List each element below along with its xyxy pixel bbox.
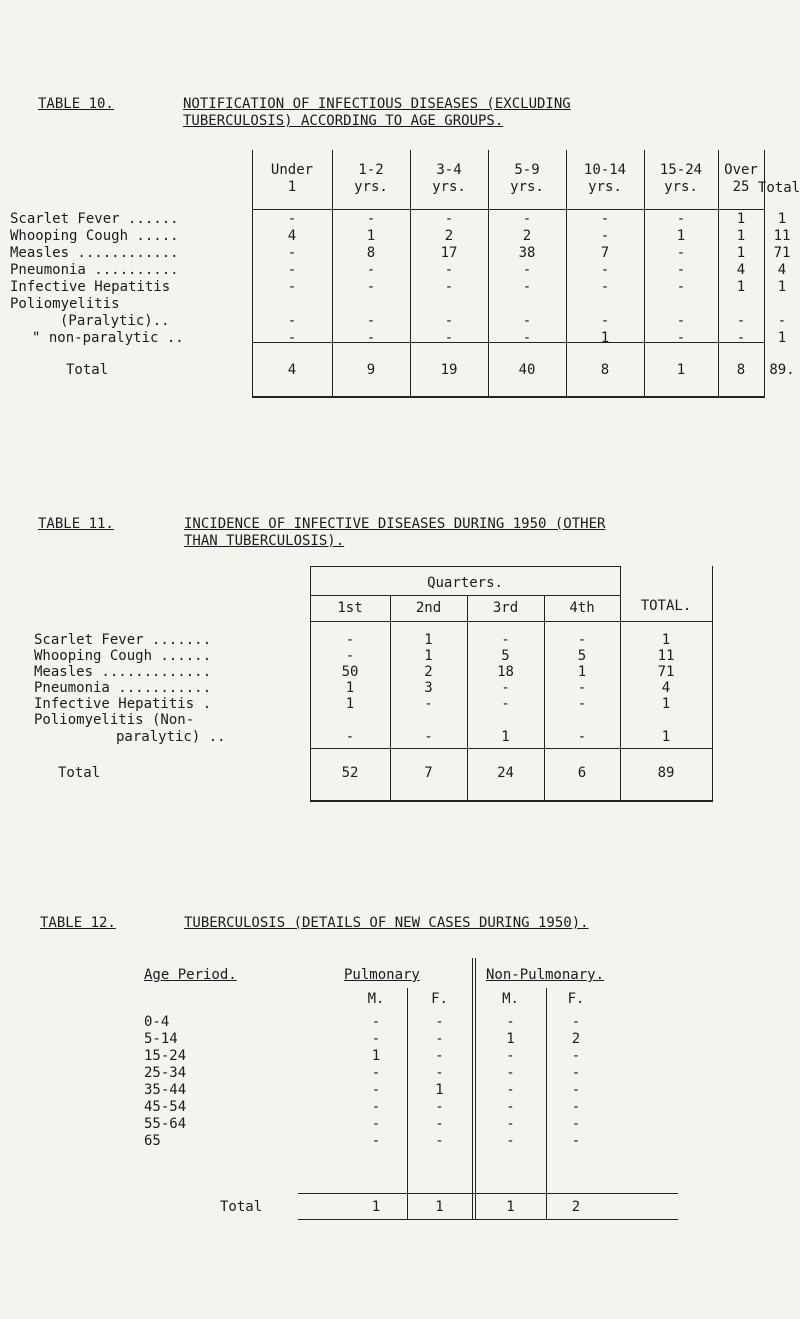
age-label: 25-34 xyxy=(144,1065,187,1081)
table-cell: - xyxy=(444,262,454,278)
row-label-scarlet-fever: Scarlet Fever ...... xyxy=(10,211,179,227)
row-label-measles: Measles ............ xyxy=(10,245,179,261)
table-cell: - xyxy=(777,313,787,329)
table-cell: 1 xyxy=(345,680,355,696)
non-pulmonary-male-header: M. xyxy=(502,991,519,1007)
table-cell: - xyxy=(435,1048,444,1064)
row-label-paralytic: (Paralytic).. xyxy=(60,313,170,329)
table-cell: 1 xyxy=(736,228,746,244)
table-cell: 1 xyxy=(600,330,610,346)
age-label: 55-64 xyxy=(144,1116,187,1132)
table-cell: - xyxy=(506,1116,515,1132)
pulmonary-header: Pulmonary xyxy=(344,967,420,983)
table-cell: 1 xyxy=(371,1199,381,1215)
table-cell: - xyxy=(571,1133,581,1149)
row-label-pneumonia: Pneumonia ........... xyxy=(34,680,212,696)
table-cell: 1 xyxy=(676,228,686,244)
table-cell: - xyxy=(676,211,686,227)
table-cell: 1 xyxy=(736,245,746,261)
table-10-title-line1: NOTIFICATION OF INFECTIOUS DISEASES (EXCLUDING xyxy=(183,96,571,112)
table-cell: - xyxy=(600,279,610,295)
table-cell: - xyxy=(571,1099,581,1115)
table-cell: - xyxy=(435,1014,444,1030)
table-10-label: TABLE 10. xyxy=(38,96,114,112)
table-cell: - xyxy=(345,632,355,648)
table-cell: 71 xyxy=(657,664,675,680)
table-cell: - xyxy=(676,330,686,346)
table-cell: - xyxy=(345,729,355,745)
table-cell: - xyxy=(736,313,746,329)
table-cell: - xyxy=(501,680,510,696)
table-12-title: TUBERCULOSIS (DETAILS OF NEW CASES DURING 1950). xyxy=(184,915,589,931)
col-header-4th: 4th xyxy=(569,600,595,616)
table-cell: - xyxy=(366,313,376,329)
table-cell: 2 xyxy=(522,228,532,244)
table-cell: - xyxy=(571,1082,581,1098)
row-label-scarlet-fever: Scarlet Fever ....... xyxy=(34,632,212,648)
table-cell: 4 xyxy=(287,362,297,378)
table-cell: - xyxy=(676,245,686,261)
table-cell: 4 xyxy=(661,680,671,696)
table-cell: - xyxy=(287,211,297,227)
table-cell: - xyxy=(577,632,587,648)
row-label-poliomyelitis: Poliomyelitis xyxy=(10,296,120,312)
table-cell: - xyxy=(501,696,510,712)
table-cell: 1 xyxy=(736,211,746,227)
table-cell: 8 xyxy=(600,362,610,378)
table-cell: - xyxy=(366,279,376,295)
table-cell: - xyxy=(600,313,610,329)
table-cell: - xyxy=(444,211,454,227)
col-header-2nd: 2nd xyxy=(415,600,442,616)
table-cell: 1 xyxy=(661,632,671,648)
table-cell: - xyxy=(444,330,454,346)
table-cell: 4 xyxy=(736,262,746,278)
table-cell: 2 xyxy=(444,228,454,244)
table-cell: - xyxy=(577,680,587,696)
age-period-header: Age Period. xyxy=(144,967,237,983)
table-cell: - xyxy=(287,313,297,329)
row-label-measles: Measles ............. xyxy=(34,664,212,680)
table-11-title-line2: THAN TUBERCULOSIS). xyxy=(184,533,345,549)
table-10-title-line2: TUBERCULOSIS) ACCORDING TO AGE GROUPS. xyxy=(183,113,504,129)
age-label: 35-44 xyxy=(144,1082,187,1098)
table-cell: - xyxy=(287,262,297,278)
table-cell: 6 xyxy=(577,765,587,781)
row-label-infective-hepatitis: Infective Hepatitis xyxy=(10,279,171,295)
col-header-3rd: 3rd xyxy=(492,600,519,616)
table-cell: - xyxy=(600,228,610,244)
table-cell: 17 xyxy=(440,245,458,261)
table-cell: - xyxy=(522,279,532,295)
table-cell: 5 xyxy=(577,648,587,664)
col-header-total: TOTAL. xyxy=(640,598,692,614)
table-cell: - xyxy=(435,1031,444,1047)
table-cell: - xyxy=(444,313,454,329)
table-11-title-line1: INCIDENCE OF INFECTIVE DISEASES DURING 1950 (OTHER xyxy=(184,516,606,532)
age-label: 45-54 xyxy=(144,1099,187,1115)
table-cell: 1 xyxy=(777,330,787,346)
table-cell: 89 xyxy=(657,765,675,781)
table-cell: - xyxy=(506,1133,515,1149)
table-cell: 1 xyxy=(676,362,686,378)
row-label-pneumonia: Pneumonia .......... xyxy=(10,262,179,278)
table-cell: 4 xyxy=(777,262,787,278)
table-cell: 2 xyxy=(424,664,433,680)
table-cell: 52 xyxy=(341,765,359,781)
quarters-group-header: Quarters. xyxy=(427,575,503,591)
table-cell: - xyxy=(435,1133,444,1149)
table-cell: 1 xyxy=(661,696,671,712)
table-cell: 1 xyxy=(777,279,787,295)
table-cell: 24 xyxy=(497,765,514,781)
table-cell: - xyxy=(571,1116,581,1132)
non-pulmonary-header: Non-Pulmonary. xyxy=(486,967,605,983)
table-cell: - xyxy=(522,313,532,329)
table-cell: - xyxy=(287,245,297,261)
table-cell: 1 xyxy=(777,211,787,227)
table-cell: 2 xyxy=(571,1199,581,1215)
table-cell: - xyxy=(506,1065,515,1081)
table-cell: 1 xyxy=(506,1199,515,1215)
table-cell: - xyxy=(600,262,610,278)
table-cell: - xyxy=(371,1031,381,1047)
table-cell: - xyxy=(371,1065,381,1081)
table-cell: - xyxy=(571,1065,581,1081)
row-label-non-paralytic: " non-paralytic .. xyxy=(32,330,184,346)
table-cell: 3 xyxy=(424,680,433,696)
table-cell: - xyxy=(287,330,297,346)
table-cell: - xyxy=(371,1014,381,1030)
table-cell: - xyxy=(571,1014,581,1030)
table-cell: 4 xyxy=(287,228,297,244)
table-cell: - xyxy=(522,211,532,227)
col-header-3-4-yrs: 3-4 yrs. xyxy=(432,162,466,195)
table-cell: - xyxy=(506,1099,515,1115)
table-cell: 1 xyxy=(435,1082,444,1098)
table-cell: - xyxy=(506,1082,515,1098)
table-cell: 1 xyxy=(736,279,746,295)
table-cell: - xyxy=(736,330,746,346)
col-header-over-25: Over 25 xyxy=(724,162,758,195)
table-cell: - xyxy=(371,1099,381,1115)
age-label: 5-14 xyxy=(144,1031,178,1047)
table-12-label: TABLE 12. xyxy=(40,915,116,931)
table-cell: 11 xyxy=(657,648,675,664)
table-cell: - xyxy=(371,1133,381,1149)
col-header-15-24-yrs: 15-24 yrs. xyxy=(659,162,703,195)
col-header-1-2-yrs: 1-2 yrs. xyxy=(354,162,388,195)
table-cell: - xyxy=(424,696,433,712)
age-label: 0-4 xyxy=(144,1014,170,1030)
table-cell: 18 xyxy=(497,664,514,680)
table-cell: 1 xyxy=(345,696,355,712)
table-cell: 9 xyxy=(366,362,376,378)
row-label-total: Total xyxy=(58,765,101,781)
table-cell: 2 xyxy=(571,1031,581,1047)
row-label-paralytic: paralytic) .. xyxy=(116,729,226,745)
table-cell: - xyxy=(501,632,510,648)
table-11-label: TABLE 11. xyxy=(38,516,114,532)
col-header-5-9-yrs: 5-9 yrs. xyxy=(510,162,544,195)
col-header-total: Total xyxy=(757,180,800,196)
table-cell: - xyxy=(506,1014,515,1030)
table-cell: - xyxy=(435,1065,444,1081)
table-cell: 71 xyxy=(773,245,791,261)
table-cell: - xyxy=(444,279,454,295)
table-cell: - xyxy=(371,1116,381,1132)
table-cell: 19 xyxy=(440,362,458,378)
table-cell: - xyxy=(424,729,433,745)
row-label-poliomyelitis: Poliomyelitis (Non- xyxy=(34,712,195,728)
table-cell: 7 xyxy=(600,245,610,261)
table-cell: - xyxy=(366,330,376,346)
table-cell: - xyxy=(371,1082,381,1098)
table-cell: - xyxy=(676,313,686,329)
table-cell: 7 xyxy=(424,765,433,781)
col-header-under-1: Under 1 xyxy=(270,162,314,195)
table-cell: - xyxy=(571,1048,581,1064)
table-cell: - xyxy=(366,262,376,278)
table-cell: - xyxy=(577,729,587,745)
table-cell: - xyxy=(345,648,355,664)
col-header-1st: 1st xyxy=(337,600,363,616)
table-cell: 50 xyxy=(341,664,359,680)
table-cell: 1 xyxy=(435,1199,444,1215)
pulmonary-male-header: M. xyxy=(367,991,385,1007)
table-cell: - xyxy=(506,1048,515,1064)
table-cell: 1 xyxy=(501,729,510,745)
non-pulmonary-female-header: F. xyxy=(567,991,585,1007)
row-label-infective-hepatitis: Infective Hepatitis . xyxy=(34,696,212,712)
table-cell: - xyxy=(435,1116,444,1132)
table-cell: 1 xyxy=(661,729,671,745)
table-cell: - xyxy=(287,279,297,295)
table-cell: 1 xyxy=(424,632,433,648)
pulmonary-female-header: F. xyxy=(431,991,448,1007)
table-cell: 1 xyxy=(506,1031,515,1047)
table-cell: - xyxy=(522,262,532,278)
age-label: 65 xyxy=(144,1133,161,1149)
table-cell: - xyxy=(600,211,610,227)
row-label-total: Total xyxy=(220,1199,263,1215)
table-cell: 1 xyxy=(371,1048,381,1064)
table-cell: 8 xyxy=(366,245,376,261)
col-header-10-14-yrs: 10-14 yrs. xyxy=(583,162,627,195)
age-label: 15-24 xyxy=(144,1048,187,1064)
table-cell: 1 xyxy=(366,228,376,244)
table-cell: 8 xyxy=(736,362,746,378)
table-cell: 38 xyxy=(518,245,536,261)
table-cell: 11 xyxy=(773,228,791,244)
table-cell: 5 xyxy=(501,648,510,664)
table-cell: 1 xyxy=(424,648,433,664)
table-cell: 40 xyxy=(518,362,536,378)
row-label-total: Total xyxy=(66,362,109,378)
row-label-whooping-cough: Whooping Cough ..... xyxy=(10,228,179,244)
table-cell: 1 xyxy=(577,664,587,680)
table-cell: - xyxy=(522,330,532,346)
table-cell: - xyxy=(676,279,686,295)
row-label-whooping-cough: Whooping Cough ...... xyxy=(34,648,212,664)
table-cell: - xyxy=(577,696,587,712)
table-cell: - xyxy=(366,211,376,227)
table-cell: - xyxy=(676,262,686,278)
table-cell: - xyxy=(435,1099,444,1115)
table-cell: 89. xyxy=(769,362,795,378)
